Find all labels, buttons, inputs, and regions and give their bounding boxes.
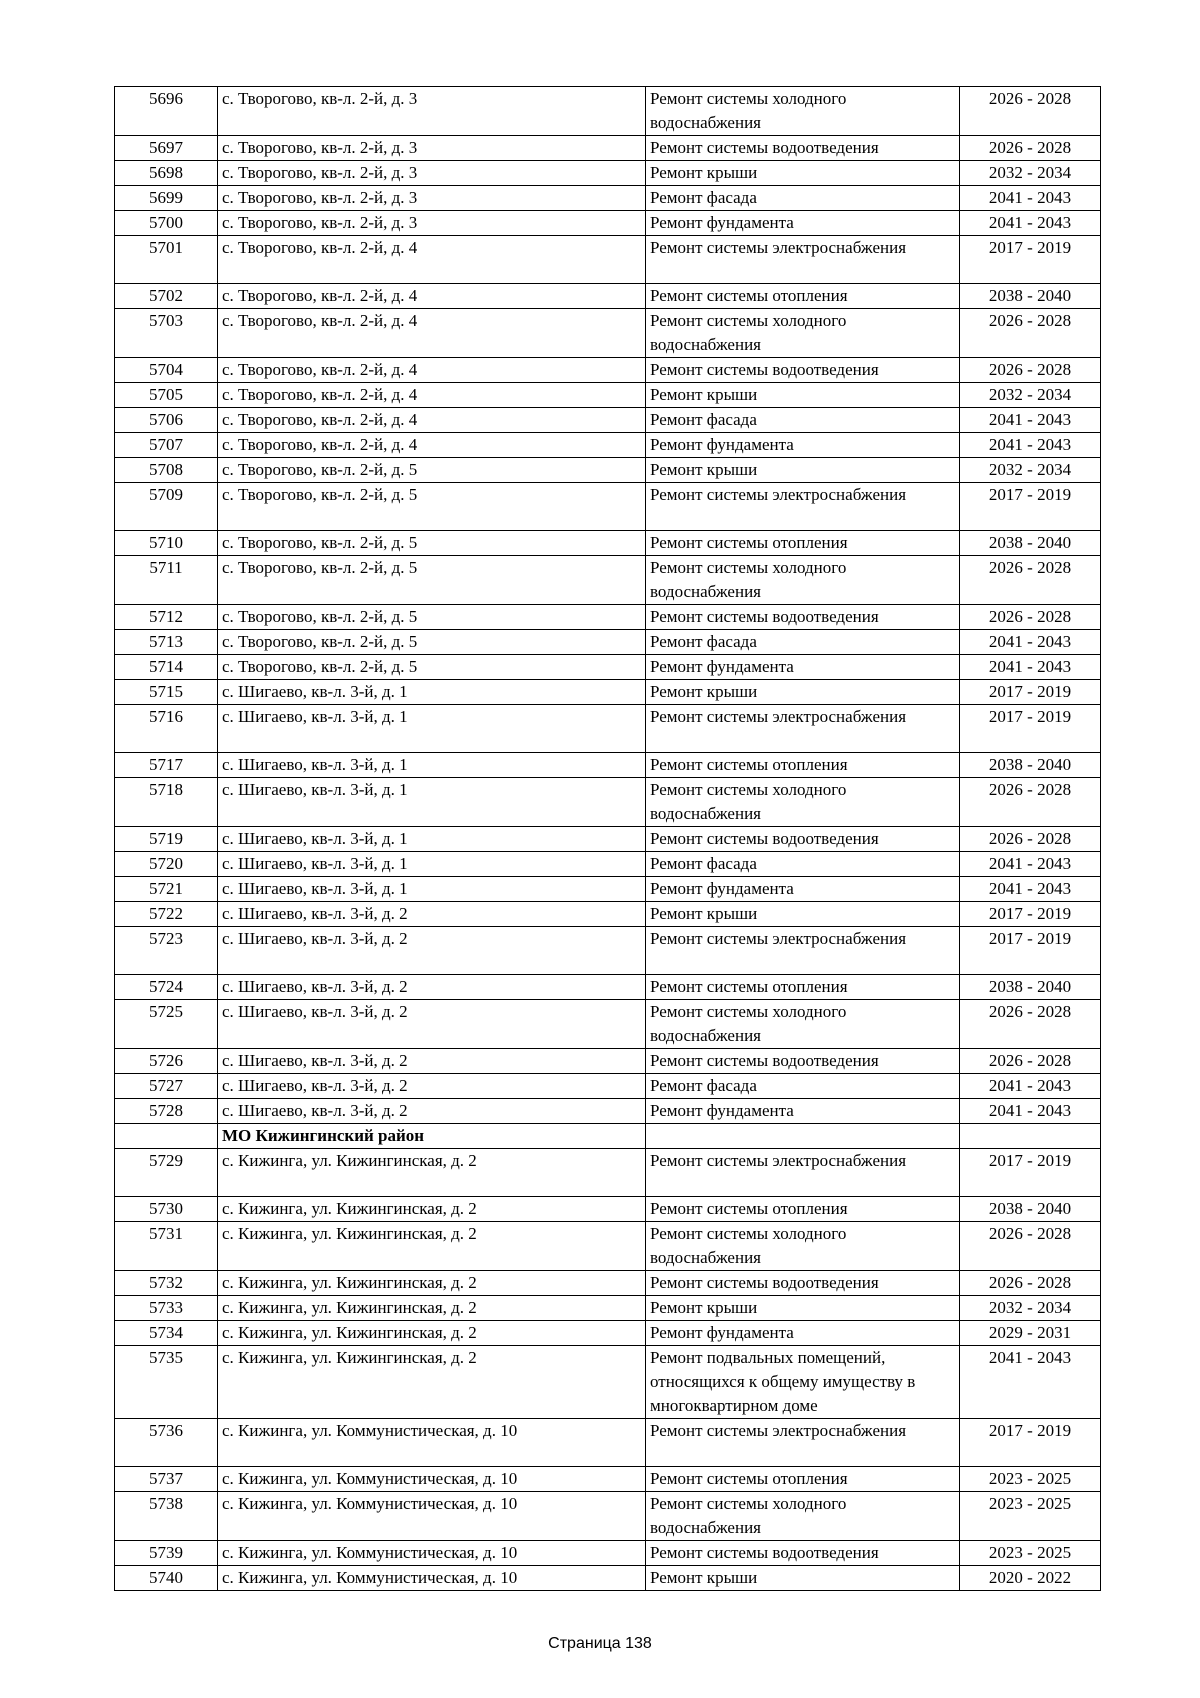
table-row [115, 877, 1101, 902]
row-number-cell: 5696 [115, 87, 218, 136]
work-type-cell: Ремонт системы электроснабжения [646, 927, 960, 975]
table-row [115, 87, 1101, 136]
table-row [115, 1419, 1101, 1467]
row-number-cell [115, 1124, 218, 1149]
table-row [115, 236, 1101, 284]
address-cell: с. Творогово, кв-л. 2-й, д. 3 [218, 161, 646, 186]
period-cell: 2026 - 2028 [960, 136, 1101, 161]
table-row [115, 1222, 1101, 1271]
work-type-cell: Ремонт фундамента [646, 433, 960, 458]
address-cell: с. Кижинга, ул. Коммунистическая, д. 10 [218, 1492, 646, 1541]
address-cell: с. Творогово, кв-л. 2-й, д. 5 [218, 531, 646, 556]
row-number-cell: 5698 [115, 161, 218, 186]
period-cell: 2032 - 2034 [960, 458, 1101, 483]
work-type-cell: Ремонт системы холодного водоснабжения [646, 778, 960, 827]
table-row [115, 1467, 1101, 1492]
address-cell: с. Шигаево, кв-л. 3-й, д. 1 [218, 877, 646, 902]
address-cell: с. Творогово, кв-л. 2-й, д. 4 [218, 383, 646, 408]
table-row [115, 753, 1101, 778]
work-type-cell: Ремонт системы отопления [646, 284, 960, 309]
table-row [115, 1492, 1101, 1541]
table-row [115, 1074, 1101, 1099]
work-type-cell: Ремонт системы холодного водоснабжения [646, 1222, 960, 1271]
row-number-cell: 5697 [115, 136, 218, 161]
row-number-cell: 5726 [115, 1049, 218, 1074]
repair-schedule-table [114, 86, 1101, 1591]
table-row [115, 309, 1101, 358]
row-number-cell: 5724 [115, 975, 218, 1000]
work-type-cell: Ремонт фасада [646, 408, 960, 433]
work-type-cell: Ремонт системы холодного водоснабжения [646, 87, 960, 136]
work-type-cell: Ремонт системы холодного водоснабжения [646, 1000, 960, 1049]
table-row [115, 1566, 1101, 1591]
row-number-cell: 5734 [115, 1321, 218, 1346]
period-cell: 2017 - 2019 [960, 483, 1101, 531]
address-cell: с. Кижинга, ул. Коммунистическая, д. 10 [218, 1566, 646, 1591]
address-cell: с. Творогово, кв-л. 2-й, д. 3 [218, 136, 646, 161]
address-cell: с. Творогово, кв-л. 2-й, д. 4 [218, 309, 646, 358]
table-row [115, 778, 1101, 827]
period-cell: 2026 - 2028 [960, 1000, 1101, 1049]
table-row [115, 1000, 1101, 1049]
period-cell: 2026 - 2028 [960, 358, 1101, 383]
address-cell: с. Творогово, кв-л. 2-й, д. 4 [218, 358, 646, 383]
table-row [115, 136, 1101, 161]
period-cell: 2023 - 2025 [960, 1541, 1101, 1566]
row-number-cell: 5703 [115, 309, 218, 358]
period-cell: 2026 - 2028 [960, 827, 1101, 852]
table-row [115, 902, 1101, 927]
address-cell: с. Кижинга, ул. Кижингинская, д. 2 [218, 1149, 646, 1197]
address-cell: с. Кижинга, ул. Коммунистическая, д. 10 [218, 1541, 646, 1566]
row-number-cell: 5699 [115, 186, 218, 211]
period-cell: 2026 - 2028 [960, 309, 1101, 358]
table-row [115, 1197, 1101, 1222]
period-cell: 2032 - 2034 [960, 161, 1101, 186]
period-cell: 2041 - 2043 [960, 408, 1101, 433]
address-cell: с. Шигаево, кв-л. 3-й, д. 2 [218, 1049, 646, 1074]
row-number-cell: 5736 [115, 1419, 218, 1467]
period-cell: 2017 - 2019 [960, 705, 1101, 753]
row-number-cell: 5731 [115, 1222, 218, 1271]
work-type-cell: Ремонт системы отопления [646, 1197, 960, 1222]
table-row [115, 705, 1101, 753]
table-body [115, 87, 1101, 1591]
period-cell: 2041 - 2043 [960, 186, 1101, 211]
period-cell: 2041 - 2043 [960, 433, 1101, 458]
period-cell: 2017 - 2019 [960, 927, 1101, 975]
period-cell: 2041 - 2043 [960, 852, 1101, 877]
row-number-cell: 5728 [115, 1099, 218, 1124]
work-type-cell: Ремонт фасада [646, 852, 960, 877]
address-cell: с. Кижинга, ул. Кижингинская, д. 2 [218, 1197, 646, 1222]
work-type-cell: Ремонт крыши [646, 1296, 960, 1321]
period-cell: 2041 - 2043 [960, 630, 1101, 655]
address-cell: с. Шигаево, кв-л. 3-й, д. 2 [218, 902, 646, 927]
address-cell: с. Шигаево, кв-л. 3-й, д. 1 [218, 778, 646, 827]
address-cell: с. Творогово, кв-л. 2-й, д. 4 [218, 284, 646, 309]
address-cell: с. Кижинга, ул. Коммунистическая, д. 10 [218, 1467, 646, 1492]
table-row [115, 211, 1101, 236]
row-number-cell: 5737 [115, 1467, 218, 1492]
period-cell [960, 1124, 1101, 1149]
period-cell: 2023 - 2025 [960, 1467, 1101, 1492]
period-cell: 2041 - 2043 [960, 1346, 1101, 1419]
period-cell: 2032 - 2034 [960, 1296, 1101, 1321]
address-cell: с. Творогово, кв-л. 2-й, д. 5 [218, 605, 646, 630]
table-row [115, 458, 1101, 483]
address-cell: МО Кижингинский район [218, 1124, 646, 1149]
work-type-cell: Ремонт подвальных помещений, относящихся к общему имуществу в многоквартирном доме [646, 1346, 960, 1419]
address-cell: с. Шигаево, кв-л. 3-й, д. 1 [218, 827, 646, 852]
period-cell: 2038 - 2040 [960, 753, 1101, 778]
table-row [115, 284, 1101, 309]
table-row [115, 483, 1101, 531]
row-number-cell: 5704 [115, 358, 218, 383]
table-row [115, 1346, 1101, 1419]
address-cell: с. Шигаево, кв-л. 3-й, д. 1 [218, 852, 646, 877]
address-cell: с. Кижинга, ул. Коммунистическая, д. 10 [218, 1419, 646, 1467]
work-type-cell: Ремонт системы электроснабжения [646, 1419, 960, 1467]
work-type-cell: Ремонт фасада [646, 186, 960, 211]
work-type-cell: Ремонт системы электроснабжения [646, 705, 960, 753]
section-header-row [115, 1124, 1101, 1149]
table-row [115, 383, 1101, 408]
table-row [115, 556, 1101, 605]
work-type-cell: Ремонт крыши [646, 458, 960, 483]
row-number-cell: 5727 [115, 1074, 218, 1099]
work-type-cell: Ремонт фундамента [646, 1321, 960, 1346]
work-type-cell: Ремонт фундамента [646, 211, 960, 236]
period-cell: 2038 - 2040 [960, 284, 1101, 309]
table-row [115, 1271, 1101, 1296]
address-cell: с. Творогово, кв-л. 2-й, д. 3 [218, 211, 646, 236]
address-cell: с. Кижинга, ул. Кижингинская, д. 2 [218, 1321, 646, 1346]
address-cell: с. Творогово, кв-л. 2-й, д. 5 [218, 655, 646, 680]
address-cell: с. Шигаево, кв-л. 3-й, д. 2 [218, 1000, 646, 1049]
row-number-cell: 5702 [115, 284, 218, 309]
address-cell: с. Творогово, кв-л. 2-й, д. 4 [218, 408, 646, 433]
work-type-cell: Ремонт системы отопления [646, 1467, 960, 1492]
table-row [115, 1099, 1101, 1124]
row-number-cell: 5706 [115, 408, 218, 433]
address-cell: с. Шигаево, кв-л. 3-й, д. 1 [218, 705, 646, 753]
table-row [115, 655, 1101, 680]
row-number-cell: 5705 [115, 383, 218, 408]
row-number-cell: 5735 [115, 1346, 218, 1419]
page-number: Страница 138 [548, 1635, 652, 1652]
address-cell: с. Творогово, кв-л. 2-й, д. 5 [218, 458, 646, 483]
work-type-cell: Ремонт крыши [646, 680, 960, 705]
address-cell: с. Творогово, кв-л. 2-й, д. 4 [218, 236, 646, 284]
row-number-cell: 5720 [115, 852, 218, 877]
address-cell: с. Шигаево, кв-л. 3-й, д. 1 [218, 753, 646, 778]
table-row [115, 433, 1101, 458]
period-cell: 2017 - 2019 [960, 902, 1101, 927]
table-row [115, 1296, 1101, 1321]
row-number-cell: 5722 [115, 902, 218, 927]
work-type-cell: Ремонт системы водоотведения [646, 136, 960, 161]
period-cell: 2041 - 2043 [960, 877, 1101, 902]
period-cell: 2038 - 2040 [960, 1197, 1101, 1222]
address-cell: с. Кижинга, ул. Кижингинская, д. 2 [218, 1222, 646, 1271]
period-cell: 2032 - 2034 [960, 383, 1101, 408]
table-row [115, 1541, 1101, 1566]
period-cell: 2029 - 2031 [960, 1321, 1101, 1346]
period-cell: 2041 - 2043 [960, 655, 1101, 680]
address-cell: с. Творогово, кв-л. 2-й, д. 3 [218, 87, 646, 136]
row-number-cell: 5718 [115, 778, 218, 827]
table-row [115, 1149, 1101, 1197]
work-type-cell: Ремонт системы водоотведения [646, 358, 960, 383]
period-cell: 2041 - 2043 [960, 211, 1101, 236]
work-type-cell: Ремонт системы водоотведения [646, 605, 960, 630]
row-number-cell: 5717 [115, 753, 218, 778]
row-number-cell: 5716 [115, 705, 218, 753]
address-cell: с. Творогово, кв-л. 2-й, д. 4 [218, 433, 646, 458]
period-cell: 2020 - 2022 [960, 1566, 1101, 1591]
row-number-cell: 5730 [115, 1197, 218, 1222]
row-number-cell: 5732 [115, 1271, 218, 1296]
address-cell: с. Шигаево, кв-л. 3-й, д. 2 [218, 1074, 646, 1099]
row-number-cell: 5709 [115, 483, 218, 531]
work-type-cell: Ремонт системы отопления [646, 753, 960, 778]
work-type-cell: Ремонт крыши [646, 902, 960, 927]
table-row [115, 531, 1101, 556]
table-row [115, 358, 1101, 383]
row-number-cell: 5721 [115, 877, 218, 902]
table-row [115, 161, 1101, 186]
period-cell: 2026 - 2028 [960, 556, 1101, 605]
address-cell: с. Шигаево, кв-л. 3-й, д. 2 [218, 1099, 646, 1124]
row-number-cell: 5729 [115, 1149, 218, 1197]
table-row [115, 827, 1101, 852]
work-type-cell: Ремонт системы водоотведения [646, 1049, 960, 1074]
row-number-cell: 5714 [115, 655, 218, 680]
row-number-cell: 5700 [115, 211, 218, 236]
row-number-cell: 5739 [115, 1541, 218, 1566]
period-cell: 2041 - 2043 [960, 1074, 1101, 1099]
period-cell: 2026 - 2028 [960, 1222, 1101, 1271]
period-cell: 2026 - 2028 [960, 87, 1101, 136]
table-row [115, 680, 1101, 705]
row-number-cell: 5725 [115, 1000, 218, 1049]
row-number-cell: 5712 [115, 605, 218, 630]
row-number-cell: 5710 [115, 531, 218, 556]
table-row [115, 630, 1101, 655]
work-type-cell: Ремонт системы водоотведения [646, 827, 960, 852]
address-cell: с. Творогово, кв-л. 2-й, д. 5 [218, 630, 646, 655]
address-cell: с. Кижинга, ул. Кижингинская, д. 2 [218, 1271, 646, 1296]
work-type-cell: Ремонт системы отопления [646, 975, 960, 1000]
work-type-cell: Ремонт системы отопления [646, 531, 960, 556]
work-type-cell: Ремонт системы холодного водоснабжения [646, 309, 960, 358]
period-cell: 2026 - 2028 [960, 1271, 1101, 1296]
address-cell: с. Шигаево, кв-л. 3-й, д. 1 [218, 680, 646, 705]
work-type-cell: Ремонт системы электроснабжения [646, 1149, 960, 1197]
row-number-cell: 5707 [115, 433, 218, 458]
work-type-cell: Ремонт крыши [646, 161, 960, 186]
row-number-cell: 5723 [115, 927, 218, 975]
row-number-cell: 5733 [115, 1296, 218, 1321]
period-cell: 2026 - 2028 [960, 605, 1101, 630]
row-number-cell: 5719 [115, 827, 218, 852]
table-row [115, 852, 1101, 877]
period-cell: 2038 - 2040 [960, 975, 1101, 1000]
work-type-cell: Ремонт фасада [646, 630, 960, 655]
row-number-cell: 5701 [115, 236, 218, 284]
row-number-cell: 5715 [115, 680, 218, 705]
work-type-cell [646, 1124, 960, 1149]
table-row [115, 186, 1101, 211]
table-row [115, 975, 1101, 1000]
period-cell: 2041 - 2043 [960, 1099, 1101, 1124]
period-cell: 2026 - 2028 [960, 778, 1101, 827]
table-row [115, 1321, 1101, 1346]
work-type-cell: Ремонт системы электроснабжения [646, 236, 960, 284]
address-cell: с. Творогово, кв-л. 2-й, д. 3 [218, 186, 646, 211]
work-type-cell: Ремонт фундамента [646, 1099, 960, 1124]
work-type-cell: Ремонт системы холодного водоснабжения [646, 1492, 960, 1541]
period-cell: 2017 - 2019 [960, 680, 1101, 705]
table-row [115, 927, 1101, 975]
period-cell: 2023 - 2025 [960, 1492, 1101, 1541]
work-type-cell: Ремонт системы холодного водоснабжения [646, 556, 960, 605]
row-number-cell: 5713 [115, 630, 218, 655]
work-type-cell: Ремонт системы электроснабжения [646, 483, 960, 531]
address-cell: с. Шигаево, кв-л. 3-й, д. 2 [218, 927, 646, 975]
period-cell: 2017 - 2019 [960, 1149, 1101, 1197]
period-cell: 2017 - 2019 [960, 236, 1101, 284]
work-type-cell: Ремонт фасада [646, 1074, 960, 1099]
address-cell: с. Творогово, кв-л. 2-й, д. 5 [218, 483, 646, 531]
row-number-cell: 5738 [115, 1492, 218, 1541]
table-row [115, 1049, 1101, 1074]
table-row [115, 408, 1101, 433]
table-row [115, 605, 1101, 630]
work-type-cell: Ремонт фундамента [646, 655, 960, 680]
work-type-cell: Ремонт крыши [646, 1566, 960, 1591]
work-type-cell: Ремонт крыши [646, 383, 960, 408]
address-cell: с. Творогово, кв-л. 2-й, д. 5 [218, 556, 646, 605]
row-number-cell: 5708 [115, 458, 218, 483]
period-cell: 2026 - 2028 [960, 1049, 1101, 1074]
work-type-cell: Ремонт системы водоотведения [646, 1271, 960, 1296]
period-cell: 2017 - 2019 [960, 1419, 1101, 1467]
work-type-cell: Ремонт системы водоотведения [646, 1541, 960, 1566]
address-cell: с. Кижинга, ул. Кижингинская, д. 2 [218, 1346, 646, 1419]
period-cell: 2038 - 2040 [960, 531, 1101, 556]
address-cell: с. Кижинга, ул. Кижингинская, д. 2 [218, 1296, 646, 1321]
row-number-cell: 5711 [115, 556, 218, 605]
work-type-cell: Ремонт фундамента [646, 877, 960, 902]
address-cell: с. Шигаево, кв-л. 3-й, д. 2 [218, 975, 646, 1000]
row-number-cell: 5740 [115, 1566, 218, 1591]
